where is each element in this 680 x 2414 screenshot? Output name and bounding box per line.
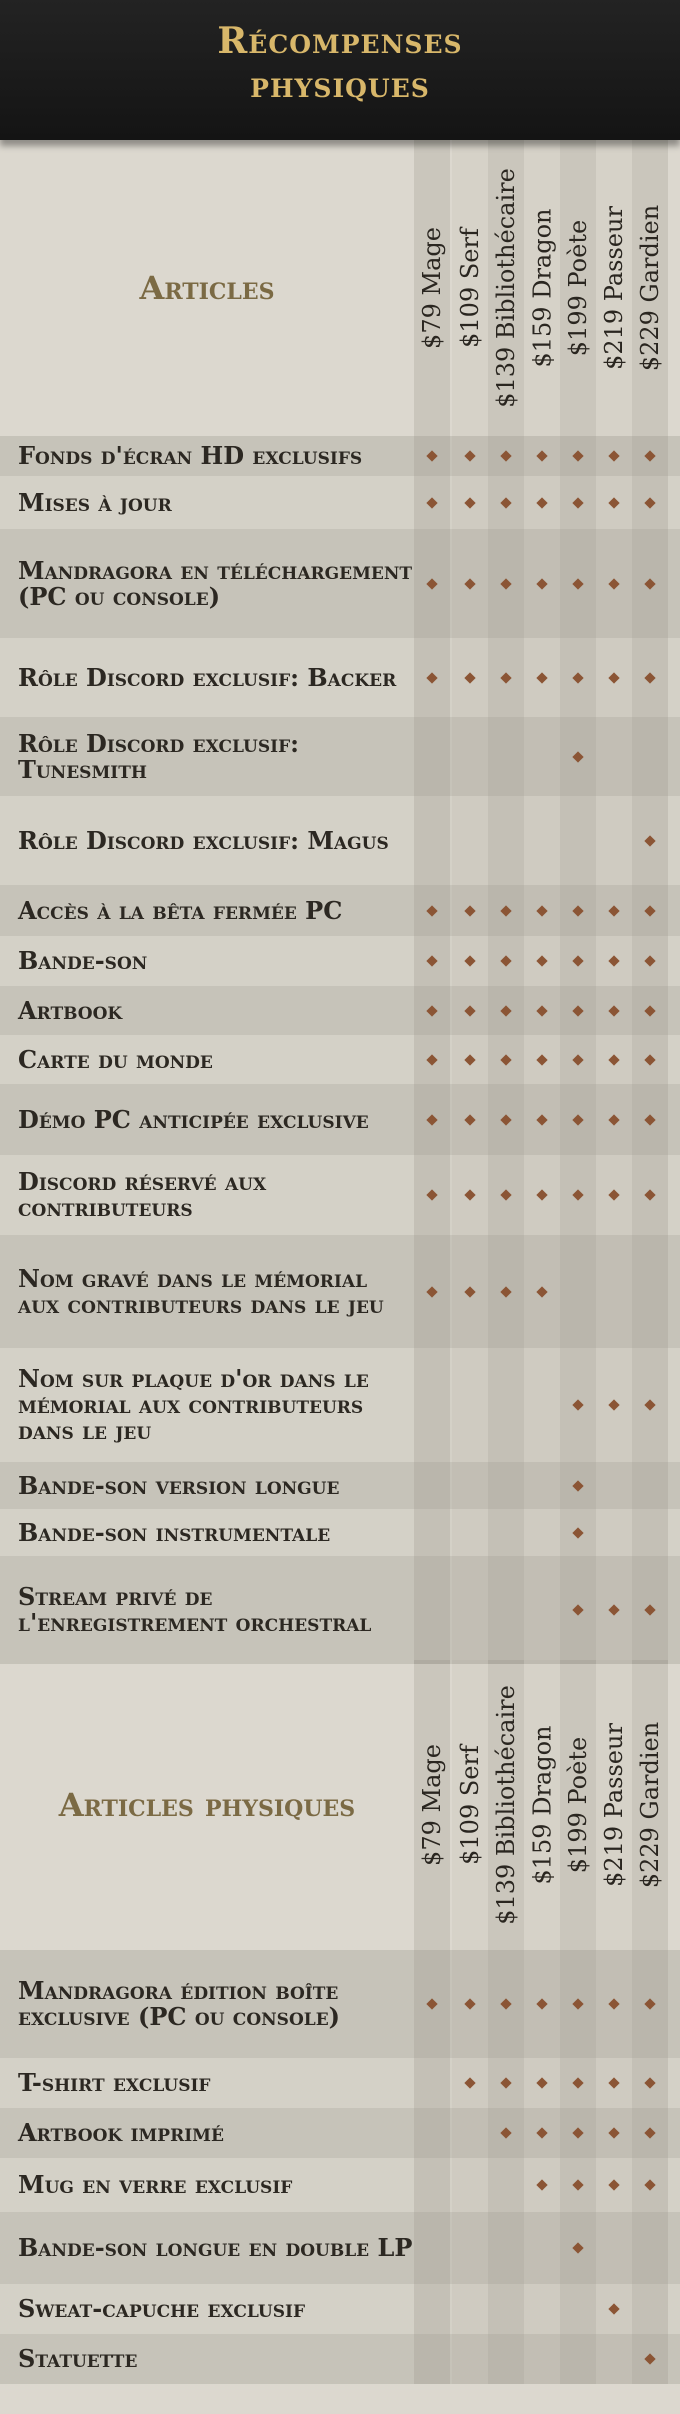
tier-header	[596, 1660, 632, 1950]
reward-label: Mandragora édition boîte exclusive (PC ou console)	[18, 1976, 341, 2031]
section-heading: Articles	[139, 269, 275, 307]
tier-header-label: $229 Gardien	[636, 1721, 665, 1889]
reward-label: Nom gravé dans le mémorial aux contributeurs dans le jeu	[18, 1263, 384, 1319]
reward-label: Stream privé de l'enregistrement orchestral	[18, 1582, 372, 1637]
tier-header	[632, 1660, 668, 1950]
reward-label: Démo PC anticipée exclusive	[18, 1104, 369, 1134]
reward-label: Artbook imprimé	[18, 2118, 224, 2147]
tier-header	[452, 140, 488, 436]
reward-label: Rôle Discord exclusif: Backer	[18, 662, 397, 692]
title-banner	[0, 0, 680, 140]
tier-header-label: $139 Bibliothécaire	[492, 168, 520, 408]
reward-label: Sweat-capuche exclusif	[18, 2294, 306, 2323]
reward-label: Bande-son	[18, 946, 148, 975]
page-title-line-1: Récompenses	[217, 20, 463, 62]
reward-label: Mises à jour	[18, 487, 172, 517]
reward-label: Mandragora en téléchargement (PC ou console)	[18, 555, 413, 611]
reward-label: Bande-son longue en double LP	[18, 2233, 413, 2262]
tier-header-label: $159 Dragon	[528, 208, 556, 368]
tier-header-label: $109 Serf	[456, 228, 484, 348]
reward-label: Accès à la bêta fermée PC	[18, 895, 343, 925]
tier-header-label: $139 Bibliothécaire	[492, 1685, 520, 1925]
tier-header-label: $219 Passeur	[600, 1723, 629, 1887]
page-title-line-2: physiques	[250, 64, 430, 106]
reward-label: Mug en verre exclusif	[18, 2170, 293, 2199]
tier-header	[596, 140, 632, 436]
reward-label: Artbook	[18, 995, 123, 1025]
reward-label: Bande-son version longue	[18, 1470, 340, 1500]
tier-header	[414, 140, 450, 436]
tier-header	[414, 1660, 450, 1950]
tier-header	[488, 140, 524, 436]
reward-label: Fonds d'écran HD exclusifs	[18, 441, 363, 470]
tier-header-label: $79 Mage	[418, 1744, 447, 1866]
reward-label: T-shirt exclusif	[18, 2068, 211, 2097]
tier-header-label: $199 Poète	[564, 219, 593, 357]
tier-header	[560, 140, 596, 436]
reward-label: Statuette	[18, 2344, 138, 2373]
tier-header-label: $229 Gardien	[636, 204, 665, 372]
reward-label: Discord réservé aux contributeurs	[18, 1167, 267, 1222]
reward-label: Bande-son instrumentale	[18, 1517, 331, 1547]
section-heading: Articles physiques	[58, 1786, 356, 1824]
reward-label: Rôle Discord exclusif: Magus	[18, 825, 389, 855]
tier-header-label: $199 Poète	[564, 1736, 593, 1874]
tier-header-label: $219 Passeur	[600, 206, 629, 370]
tier-header-label: $159 Dragon	[528, 1725, 556, 1885]
tier-header-label: $109 Serf	[456, 1745, 484, 1865]
tier-header	[560, 1660, 596, 1950]
reward-label: Carte du monde	[18, 1044, 213, 1074]
reward-label: Nom sur plaque d'or dans le mémorial aux contributeurs dans le jeu	[18, 1364, 369, 1445]
tier-header	[524, 140, 560, 436]
tier-header-label: $79 Mage	[418, 227, 447, 349]
tier-header	[452, 1660, 488, 1950]
tier-header	[632, 140, 668, 436]
tier-header	[488, 1660, 524, 1950]
tier-header	[524, 1660, 560, 1950]
reward-label: Rôle Discord exclusif: Tunesmith	[18, 728, 300, 784]
